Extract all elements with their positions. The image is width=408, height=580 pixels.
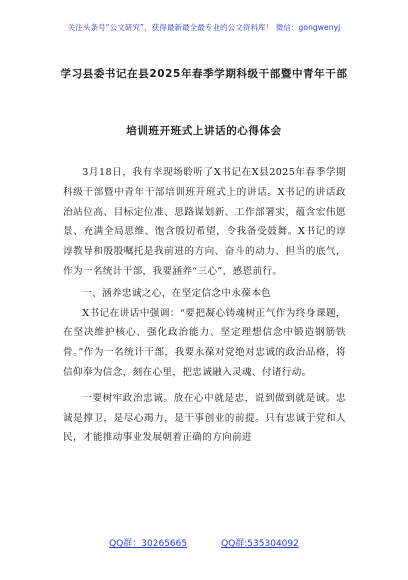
header-promo-note: 关注头条号“公文研究”，获得最新最全最专业的公文资料库！ 微信：gongwenyj bbox=[67, 23, 341, 32]
paragraph-intro: 3月18日，我有幸现场聆听了X书记在X县2025年春季学期科级干部暨中青年干部培训班开班式上的讲话。X书记的讲话政治站位高、目标定位准、思路谋划新、工作部署实，蕴含宏伟愿景、充满全局思维、饱含殷切希望，令我备受鼓舞。X书记的谆谆教导和殷殷嘱托是我前进的方向、奋斗的动力、担当的底气，作为一名统计干部，我要涵养“三心”，感恩前行。 bbox=[63, 167, 346, 277]
footer-qq-group-1[interactable]: QQ群：30265665 bbox=[109, 539, 188, 549]
footer-contact bbox=[0, 536, 408, 549]
section-heading-1: 一、涵养忠诚之心，在坚定信念中永葆本色 bbox=[82, 287, 272, 299]
paragraph-2: X书记在讲话中强调：“要把凝心铸魂树正气作为终身课题，在坚决维护核心、强化政治能力、坚定理想信念中锻造钢筋铁骨。”作为一名统计干部，我要永葆对党绝对忠诚的政治品格，将信仰奉为信念，刻在心里，把忠诚融入灵魂、付诸行动。 bbox=[63, 307, 346, 378]
paragraph-3: 一要树牢政治忠诚。放在心中就是忠，说到做到就是诚。忠诚是撑卫，是尽心竭力，是干事创业的前提。只有忠诚于党和人民，才能推动事业发展朝着正确的方向前进 bbox=[63, 392, 346, 444]
footer-qq-group-2[interactable]: QQ群:535304092 bbox=[221, 539, 299, 549]
document-body bbox=[63, 163, 346, 448]
document-title-line-2: 培训班开班式上讲话的心得体会 bbox=[126, 125, 282, 137]
document-title-line-1: 学习县委书记在县2025年春季学期科级干部暨中青年干部 bbox=[60, 68, 348, 80]
